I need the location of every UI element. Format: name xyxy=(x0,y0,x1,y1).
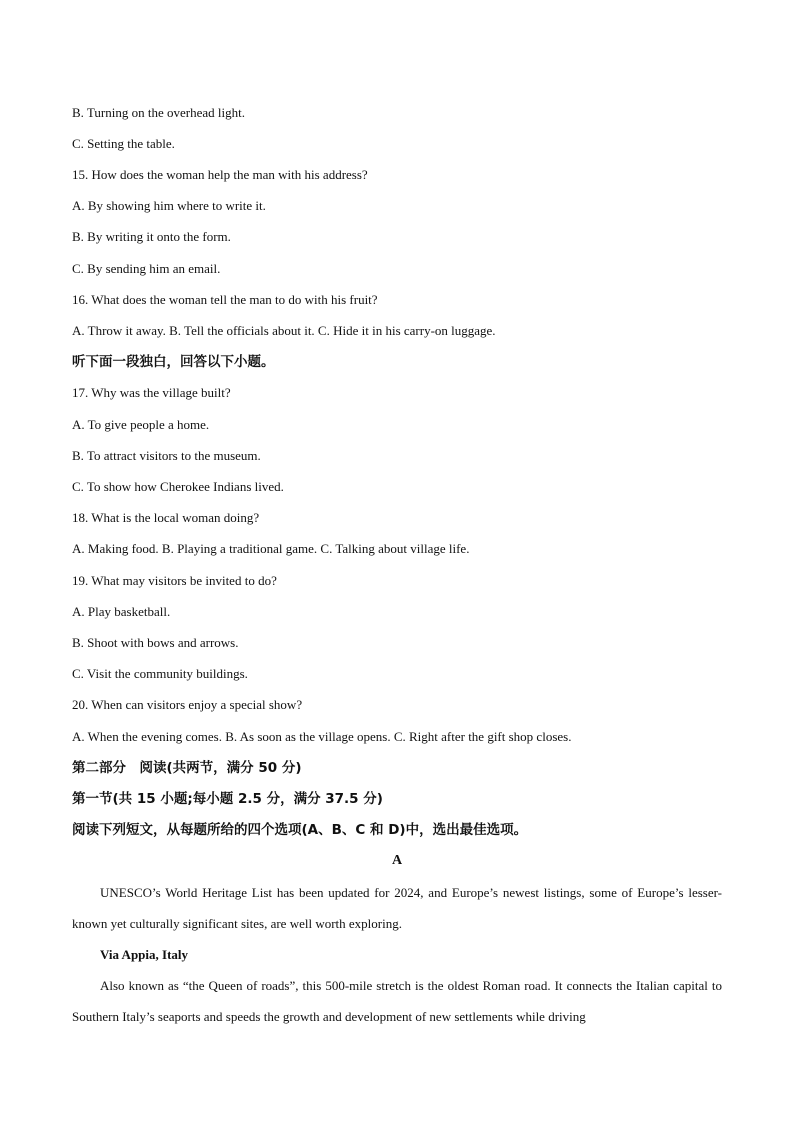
q20-question: 20. When can visitors enjoy a special show? xyxy=(72,697,303,712)
q17-option-c: C. To show how Cherokee Indians lived. xyxy=(72,479,284,494)
q18-options: A. Making food. B. Playing a traditional game. C. Talking about village life. xyxy=(72,541,470,556)
q14-option-b: B. Turning on the overhead light. xyxy=(72,105,245,120)
q19-option-b: B. Shoot with bows and arrows. xyxy=(72,635,239,650)
q19-option-a: A. Play basketball. xyxy=(72,604,171,619)
monologue-instruction: 听下面一段独白，回答以下小题。 xyxy=(72,354,275,370)
q17-option-b: B. To attract visitors to the museum. xyxy=(72,448,261,463)
q17-question: 17. Why was the village built? xyxy=(72,385,231,400)
q16-options: A. Throw it away. B. Tell the officials about it. C. Hide it in his carry-on luggage. xyxy=(72,323,496,338)
reading-section-title: 第一节(共 15 小题;每小题 2.5 分，满分 37.5 分) xyxy=(72,791,383,807)
q14-option-c: C. Setting the table. xyxy=(72,136,175,151)
q16-question: 16. What does the woman tell the man to do with his fruit? xyxy=(72,292,378,307)
q15-option-a: A. By showing him where to write it. xyxy=(72,198,266,213)
passage-label: A xyxy=(391,853,403,868)
q15-option-b: B. By writing it onto the form. xyxy=(72,229,231,244)
q17-option-a: A. To give people a home. xyxy=(72,417,210,432)
q15-option-c: C. By sending him an email. xyxy=(72,261,221,276)
q19-option-c: C. Visit the community buildings. xyxy=(72,666,248,681)
reading-instruction: 阅读下列短文，从每题所给的四个选项(A、B、C 和 D)中，选出最佳选项。 xyxy=(72,822,528,838)
reading-part-title: 第二部分 阅读(共两节，满分 50 分) xyxy=(72,760,302,776)
q15-question: 15. How does the woman help the man with his address? xyxy=(72,167,368,182)
intro-paragraph: UNESCO’s World Heritage List has been updated for 2024, and Europe’s newest listings, some of Europe’s lesser-known yet culturally significant sites, are well worth exploring. xyxy=(72,885,722,931)
q18-question: 18. What is the local woman doing? xyxy=(72,510,260,525)
q19-question: 19. What may visitors be invited to do? xyxy=(72,573,277,588)
site-paragraph: Also known as “the Queen of roads”, this 500-mile stretch is the oldest Roman road. It connects the Italian capital to Southern Italy’s seaports and speeds the growth and development of new settlements while driving xyxy=(72,978,722,1024)
q20-options: A. When the evening comes. B. As soon as the village opens. C. Right after the gift shop closes. xyxy=(72,729,572,744)
site-title: Via Appia, Italy xyxy=(100,947,189,962)
